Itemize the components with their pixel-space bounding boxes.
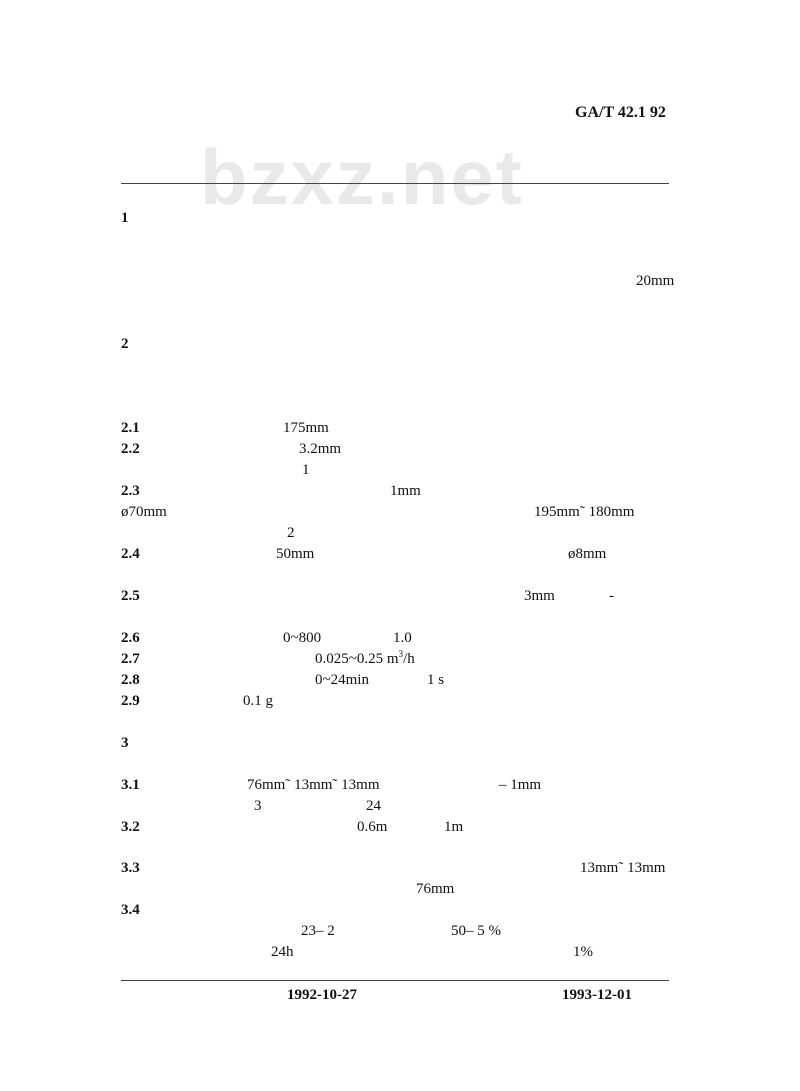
clause-3-1-size: 76mm˜ 13mm˜ 13mm xyxy=(247,777,380,793)
clause-3-3-number: 3.3 xyxy=(121,860,140,876)
effective-date: 1993-12-01 xyxy=(562,987,632,1003)
clause-3-4-humidity: 50– 5 % xyxy=(451,923,501,939)
clause-3-1-hours: 24 xyxy=(366,798,381,814)
clause-3-4-percent: 1% xyxy=(573,944,593,960)
clause-2-6-range: 0~800 xyxy=(283,630,322,646)
clause-3-4-duration: 24h xyxy=(271,944,294,960)
clause-2-7-number: 2.7 xyxy=(121,651,140,667)
clause-3-1-count: 3 xyxy=(254,798,262,814)
clause-2-2-number: 2.2 xyxy=(121,441,140,457)
clause-3-2-value-a: 0.6m xyxy=(357,819,388,835)
clause-3-3-size: 13mm˜ 13mm xyxy=(580,860,666,876)
clause-2-1-number: 2.1 xyxy=(121,420,140,436)
clause-3-4-number: 3.4 xyxy=(121,902,140,918)
clause-3-3-length: 76mm xyxy=(416,881,455,897)
clause-2-5-value: 3mm xyxy=(524,588,555,604)
clause-2-3-note: 2 xyxy=(287,525,295,541)
section-2-number: 2 xyxy=(121,336,129,352)
section-3-number: 3 xyxy=(121,735,129,751)
header-rule xyxy=(121,183,669,184)
clause-2-7-range: 0.025~0.25 $m^3/h$ xyxy=(315,649,415,667)
clause-2-5-dash: - xyxy=(609,588,614,604)
issue-date: 1992-10-27 xyxy=(287,987,357,1003)
watermark-logo: bzxz.net xyxy=(200,133,524,221)
clause-3-2-number: 3.2 xyxy=(121,819,140,835)
clause-2-5-number: 2.5 xyxy=(121,588,140,604)
clause-2-3-number: 2.3 xyxy=(121,483,140,499)
standard-code: GA/T 42.1 92 xyxy=(575,104,666,121)
clause-2-9-value: 0.1 g xyxy=(243,693,273,709)
clause-2-1-value: 175mm xyxy=(283,420,329,436)
clause-2-8-value: 1 s xyxy=(427,672,445,688)
section-1-dimension: 20mm xyxy=(636,273,675,289)
clause-2-3-value: 1mm xyxy=(390,483,421,499)
clause-3-2-value-b: 1m xyxy=(444,819,464,835)
footer-rule xyxy=(121,980,669,981)
clause-2-2-note: 1 xyxy=(302,462,310,478)
clause-2-8-range: 0~24min xyxy=(315,672,369,688)
clause-2-6-number: 2.6 xyxy=(121,630,140,646)
clause-2-3-size: 195mm˜ 180mm xyxy=(534,504,635,520)
clause-2-3-diameter: ø70mm xyxy=(121,504,167,520)
clause-3-1-tolerance: – 1mm xyxy=(499,777,542,793)
clause-2-6-value: 1.0 xyxy=(393,630,412,646)
clause-2-4-number: 2.4 xyxy=(121,546,140,562)
clause-2-8-number: 2.8 xyxy=(121,672,140,688)
clause-3-4-temperature: 23– 2 xyxy=(301,923,335,939)
clause-2-2-value: 3.2mm xyxy=(299,441,342,457)
section-1-number: 1 xyxy=(121,210,129,226)
clause-2-9-number: 2.9 xyxy=(121,693,140,709)
clause-2-4-diameter: ø8mm xyxy=(568,546,607,562)
clause-3-1-number: 3.1 xyxy=(121,777,140,793)
clause-2-4-value: 50mm xyxy=(276,546,315,562)
